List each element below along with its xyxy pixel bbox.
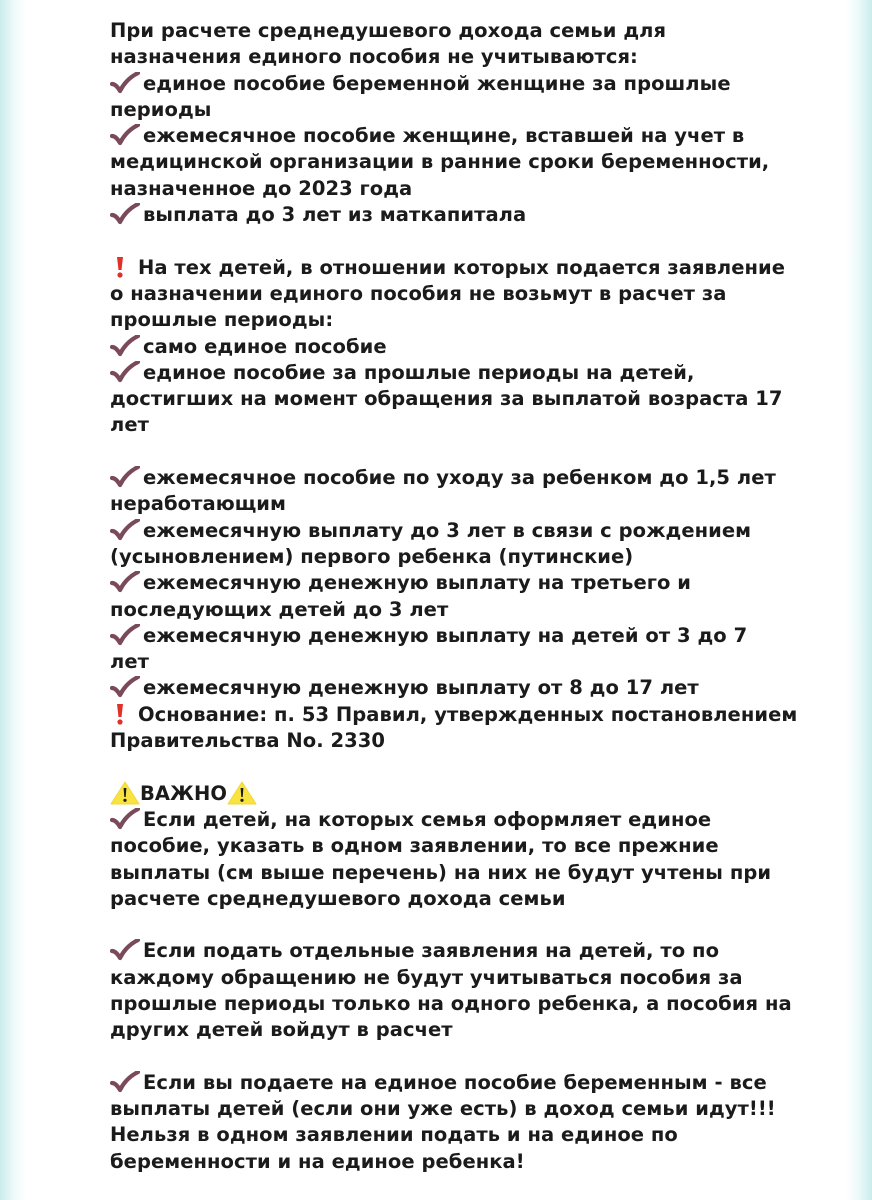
check-mark-icon — [110, 124, 140, 146]
list-item-continuation: других детей войдут в расчет — [110, 1018, 453, 1042]
check-mark-icon — [110, 939, 140, 961]
list-item: само единое пособие — [110, 334, 810, 360]
list-item-continuation: расчете среднедушевого дохода семьи — [110, 886, 566, 910]
check-mark-icon — [110, 624, 140, 646]
important-paragraph-1 — [110, 781, 810, 912]
list-item: единое пособие беременной женщине за прошлые — [110, 71, 810, 97]
list-item-continuation: прошлые периоды только на одного ребенка, а пособия на — [110, 991, 792, 1015]
children-heading-line: о назначении единого пособия не возьмут в расчет за — [110, 281, 727, 305]
check-mark-icon — [110, 335, 140, 357]
warning-sign-icon — [110, 781, 140, 805]
list-item: ежемесячную денежную выплату от 8 до 17 лет — [110, 675, 810, 701]
list-item-continuation: лет — [110, 650, 149, 674]
list-item-continuation: каждому обращению не будут учитываться пособия за — [110, 965, 743, 989]
list-item-continuation: (усыновлением) первого ребенка (путинские) — [110, 544, 634, 568]
list-item: выплата до 3 лет из маткапитала — [110, 202, 810, 228]
check-mark-icon — [110, 519, 140, 541]
important-paragraph-2 — [110, 938, 810, 1043]
list-item: ежемесячную денежную выплату на детей от 3 до 7 — [110, 623, 810, 649]
list-item-continuation: лет — [110, 413, 149, 437]
list-item-continuation: медицинской организации в ранние сроки беременности, — [110, 150, 770, 174]
list-item-continuation: беременности и на единое ребенка! — [110, 1149, 525, 1173]
check-mark-icon — [110, 1071, 140, 1093]
intro-line: При расчете среднедушевого дохода семьи для — [110, 19, 667, 42]
warning-sign-icon — [227, 781, 257, 805]
intro-line: назначения единого пособия не учитываются: — [110, 45, 638, 69]
more-items-paragraph — [110, 465, 810, 754]
basis-line: Правительства No. 2330 — [110, 729, 386, 753]
check-mark-icon — [110, 361, 140, 383]
red-exclamation-icon — [110, 256, 130, 278]
intro-paragraph — [110, 18, 810, 228]
children-paragraph — [110, 255, 810, 439]
document-text — [110, 18, 810, 1175]
check-mark-icon — [110, 72, 140, 94]
list-item-continuation: пособие, указать в одном заявлении, то все прежние — [110, 834, 719, 858]
list-item-continuation: назначенное до 2023 года — [110, 176, 413, 200]
children-heading-line: прошлые периоды: — [110, 308, 334, 332]
check-mark-icon — [110, 203, 140, 225]
check-mark-icon — [110, 808, 140, 830]
check-mark-icon — [110, 676, 140, 698]
check-mark-icon — [110, 571, 140, 593]
list-item: ежемесячное пособие по уходу за ребенком до 1,5 лет — [110, 465, 810, 491]
list-item: ежемесячное пособие женщине, вставшей на учет в — [110, 123, 810, 149]
list-item-continuation: выплаты (см выше перечень) на них не будут учтены при — [110, 860, 772, 884]
list-item-continuation: периоды — [110, 97, 212, 121]
list-item: Если детей, на которых семья оформляет единое — [110, 807, 810, 833]
red-exclamation-icon — [110, 703, 130, 725]
list-item: Если подать отдельные заявления на детей, то по — [110, 938, 810, 964]
list-item: единое пособие за прошлые периоды на детей, — [110, 360, 810, 386]
list-item-continuation: последующих детей до 3 лет — [110, 597, 449, 621]
basis-line: Основание: п. 53 Правил, утвержденных постановлением — [110, 702, 810, 728]
list-item: Если вы подаете на единое пособие беременным - все — [110, 1070, 810, 1096]
children-heading-line: На тех детей, в отношении которых подается заявление — [110, 255, 810, 281]
important-heading: ВАЖНО — [110, 781, 810, 807]
list-item: ежемесячную денежную выплату на третьего и — [110, 570, 810, 596]
list-item-continuation: неработающим — [110, 492, 287, 516]
list-item-continuation: выплаты детей (если они уже есть) в доход семьи идут!!! — [110, 1097, 776, 1121]
list-item-continuation: Нельзя в одном заявлении подать и на единое по — [110, 1123, 678, 1147]
check-mark-icon — [110, 466, 140, 488]
list-item-continuation: достигших на момент обращения за выплатой возраста 17 — [110, 387, 783, 411]
list-item: ежемесячную выплату до 3 лет в связи с рождением — [110, 518, 810, 544]
important-paragraph-3 — [110, 1070, 810, 1175]
